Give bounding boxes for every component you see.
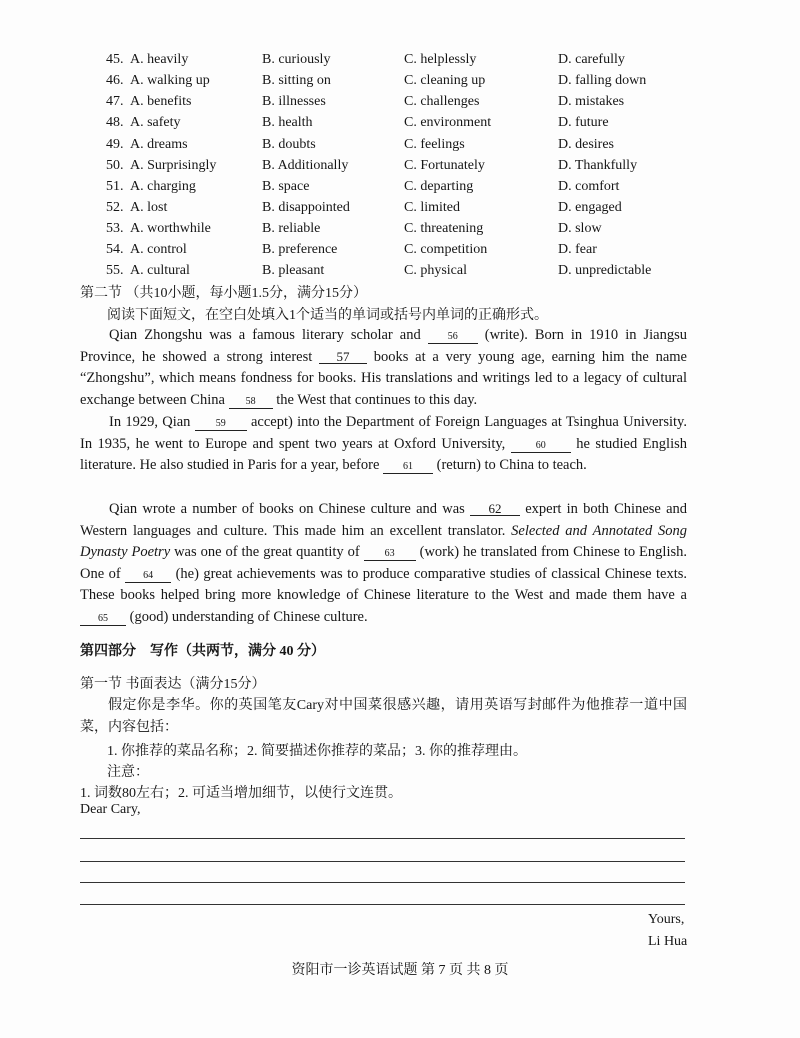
option-d[interactable]: D. engaged <box>558 200 622 215</box>
option-b[interactable]: B. pleasant <box>262 263 325 278</box>
option-a[interactable]: A. walking up <box>130 73 210 88</box>
option-row <box>108 52 668 73</box>
option-c[interactable]: C. feelings <box>404 137 465 152</box>
option-a[interactable]: A. cultural <box>130 263 190 278</box>
section2-heading: 第二节 （共10小题，每小题1.5分，满分15分） <box>80 286 367 301</box>
blank-57[interactable]: 57 <box>319 351 367 364</box>
part4-heading: 第四部分 写作（共两节，满分 40 分） <box>80 644 325 659</box>
blank-62[interactable]: 62 <box>470 503 520 516</box>
blank-56[interactable]: 56 <box>428 331 478 344</box>
option-b[interactable]: B. health <box>262 115 313 130</box>
writing-line[interactable] <box>80 861 685 862</box>
question-number: 50. <box>106 158 124 173</box>
closing: Yours, <box>648 912 685 927</box>
option-a[interactable]: A. worthwhile <box>130 221 211 236</box>
writing-line[interactable] <box>80 904 685 905</box>
book-title: Selected and Annotated Song Dynasty Poetry <box>80 522 688 561</box>
option-c[interactable]: C. competition <box>404 242 488 257</box>
part4-sub-heading: 第一节 书面表达（满分15分） <box>80 677 266 692</box>
option-row <box>108 242 668 263</box>
option-c[interactable]: C. challenges <box>404 94 480 109</box>
option-d[interactable]: D. future <box>558 115 609 130</box>
option-d[interactable]: D. Thankfully <box>558 158 638 173</box>
paragraph-1: Qian Zhongshu was a famous literary scholar and 56 (write). Born in 1910 in Jiangsu Province, he showed a strong interest 57 books at a very young age, earning him the name “Zhongshu”, which means fondness for books. His translations and writings led to a legacy of cultural exchange between China 58 the West that continues to this day. <box>80 327 687 408</box>
option-row <box>108 263 668 284</box>
option-a[interactable]: A. safety <box>130 115 181 130</box>
writing-items: 1. 你推荐的菜品名称；2. 简要描述你推荐的菜品；3. 你的推荐理由。 <box>107 744 527 759</box>
option-d[interactable]: D. carefully <box>558 52 625 67</box>
option-d[interactable]: D. slow <box>558 221 602 236</box>
blank-64[interactable]: 64 <box>125 570 171 583</box>
option-row <box>108 73 668 94</box>
option-b[interactable]: B. preference <box>262 242 338 257</box>
option-d[interactable]: D. unpredictable <box>558 263 652 278</box>
salutation: Dear Cary, <box>80 802 141 817</box>
option-row <box>108 137 668 158</box>
question-number: 46. <box>106 73 124 88</box>
option-row <box>108 179 668 200</box>
section2-instruction: 阅读下面短文，在空白处填入1个适当的单词或括号内单词的正确形式。 <box>107 308 548 323</box>
option-d[interactable]: D. desires <box>558 137 614 152</box>
page-footer: 资阳市一诊英语试题 第 7 页 共 8 页 <box>291 963 509 978</box>
question-number: 48. <box>106 115 124 130</box>
option-row <box>108 115 668 136</box>
option-b[interactable]: B. doubts <box>262 137 316 152</box>
option-row <box>108 158 668 179</box>
option-c[interactable]: C. physical <box>404 263 467 278</box>
option-a[interactable]: A. dreams <box>130 137 188 152</box>
option-c[interactable]: C. limited <box>404 200 460 215</box>
option-b[interactable]: B. space <box>262 179 310 194</box>
question-number: 54. <box>106 242 124 257</box>
option-a[interactable]: A. heavily <box>130 52 189 67</box>
question-number: 51. <box>106 179 124 194</box>
option-row <box>108 94 668 115</box>
option-d[interactable]: D. comfort <box>558 179 620 194</box>
question-number: 55. <box>106 263 124 278</box>
blank-65[interactable]: 65 <box>80 613 126 626</box>
paragraph-2: In 1929, Qian 59 accept) into the Department of Foreign Languages at Tsinghua University. In 1935, he went to Europe and spent two years at Oxford University, 60 he studied English literature. He also studied in Paris for a year, before 61 (return) to China to teach. <box>80 414 687 474</box>
paragraph-3: Qian wrote a number of books on Chinese culture and was 62 expert in both Chinese and Western languages and culture. This made him an excellent translator. Selected and Annotated Song Dynasty Poetry was one of the great quantity of 63 (work) he translated from Chinese to English. One of 64 (he) great achievements was to produce comparative studies of classical Chinese texts. These books helped bring more knowledge of Chinese literature to the West and made them have a 65 (good) understanding of Chinese culture. <box>80 501 688 625</box>
question-number: 53. <box>106 221 124 236</box>
option-c[interactable]: C. cleaning up <box>404 73 486 88</box>
option-row <box>108 221 668 242</box>
blank-60[interactable]: 60 <box>511 440 571 453</box>
writing-line[interactable] <box>80 882 685 883</box>
blank-58[interactable]: 58 <box>229 396 273 409</box>
option-b[interactable]: B. Additionally <box>262 158 349 173</box>
option-d[interactable]: D. falling down <box>558 73 647 88</box>
note-label: 注意： <box>107 765 149 780</box>
question-number: 49. <box>106 137 124 152</box>
option-d[interactable]: D. mistakes <box>558 94 625 109</box>
blank-59[interactable]: 59 <box>195 418 247 431</box>
option-a[interactable]: A. control <box>130 242 187 257</box>
option-c[interactable]: C. threatening <box>404 221 484 236</box>
question-number: 52. <box>106 200 124 215</box>
option-row <box>108 200 668 221</box>
option-b[interactable]: B. sitting on <box>262 73 331 88</box>
blank-63[interactable]: 63 <box>364 548 416 561</box>
option-b[interactable]: B. reliable <box>262 221 321 236</box>
option-b[interactable]: B. curiously <box>262 52 331 67</box>
blank-61[interactable]: 61 <box>383 461 433 474</box>
option-a[interactable]: A. charging <box>130 179 196 194</box>
option-b[interactable]: B. disappointed <box>262 200 350 215</box>
option-c[interactable]: C. environment <box>404 115 492 130</box>
writing-prompt: 假定你是李华。你的英国笔友Cary对中国菜很感兴趣，请用英语写封邮件为他推荐一道中国菜，内容包括： <box>80 698 687 735</box>
option-a[interactable]: A. benefits <box>130 94 192 109</box>
option-d[interactable]: D. fear <box>558 242 597 257</box>
signature: Li Hua <box>648 934 688 949</box>
option-c[interactable]: C. helplessly <box>404 52 477 67</box>
option-b[interactable]: B. illnesses <box>262 94 326 109</box>
writing-notes: 1. 词数80左右；2. 可适当增加细节，以使行文连贯。 <box>80 786 402 801</box>
question-number: 47. <box>106 94 124 109</box>
option-c[interactable]: C. Fortunately <box>404 158 485 173</box>
option-c[interactable]: C. departing <box>404 179 474 194</box>
question-number: 45. <box>106 52 124 67</box>
writing-line[interactable] <box>80 838 685 839</box>
option-a[interactable]: A. lost <box>130 200 168 215</box>
option-a[interactable]: A. Surprisingly <box>130 158 217 173</box>
